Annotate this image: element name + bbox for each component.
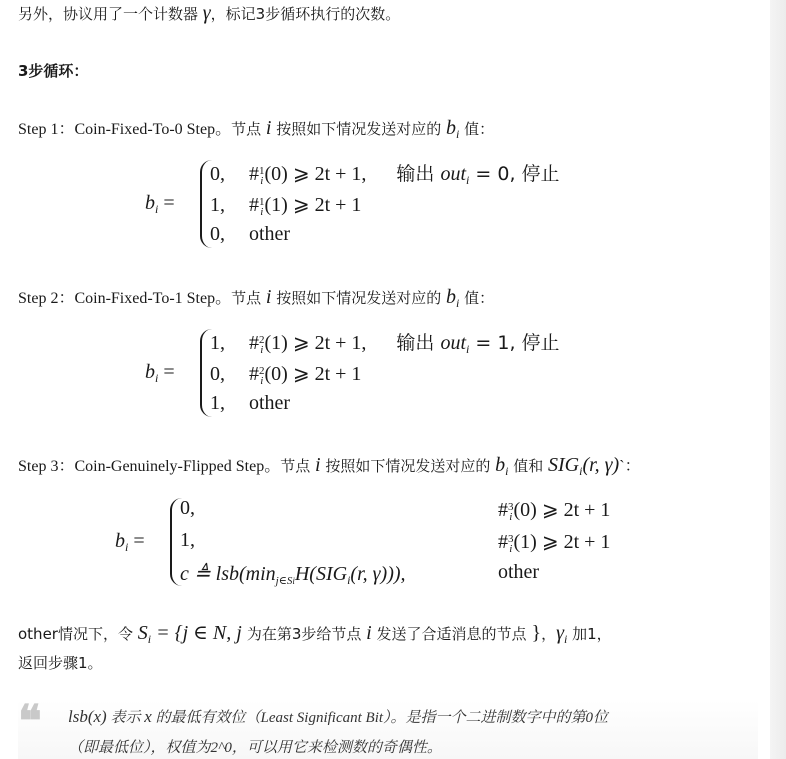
- other-paragraph: other情况下，令 $S_i = \{j$ ∈ N, j 为在第3步给节点 i 发送了合适消息的节点 }，$\gamma_i$ 加1，: [18, 622, 612, 646]
- step2-case-2: 0, #2 i(0) ⩾ 2t + 1: [210, 363, 362, 387]
- step2-case-3: 1, other: [210, 392, 291, 414]
- return-paragraph: 返回步骤1。: [18, 654, 103, 672]
- step1-lhs: $b_i$ =: [145, 192, 175, 216]
- quote-line-2: （即最低位），权值为2^0，可以用它来检测数的奇偶性。: [68, 740, 442, 756]
- step3-cond-1: #3 i(0) ⩾ 2t + 1: [498, 499, 611, 523]
- step1-case-1: 0, #1 i(0) ⩾ 2t + 1, 输出 out$_i$ = 0, 停止: [210, 163, 560, 187]
- step3-lhs: $b_i$ =: [115, 530, 145, 554]
- step3-case-1: 0,: [180, 497, 195, 519]
- quote-line-1: lsb(x) 表示 x 的最低有效位（Least Significant Bit）。是指一个二进制数字中的第0位: [68, 707, 609, 726]
- step1-case-2: 1, #1 i(1) ⩾ 2t + 1: [210, 194, 362, 218]
- step3-heading: Step 3：Coin-Genuinely-Flipped Step。节点 i 按照如下情况发送对应的 $b_i$ 值和 $SIG_i(r$, γ)`：: [18, 454, 641, 478]
- section-title: 3步循环：: [18, 62, 89, 80]
- quote-icon: ❝: [18, 696, 42, 747]
- step2-lhs: $b_i$ =: [145, 361, 175, 385]
- step2-heading: Step 2：Coin-Fixed-To-1 Step。节点 i 按照如下情况发送对应的 $b_i$ 值：: [18, 286, 495, 310]
- step2-case-1: 1, #2 i(1) ⩾ 2t + 1, 输出 out$_i$ = 1, 停止: [210, 332, 560, 356]
- step3-case-3: c ≜ $lsb(\min_{j\in Si}H(SIG_i(r$, γ))),: [180, 563, 406, 587]
- scrollbar-track[interactable]: [770, 0, 786, 759]
- step1-heading: Step 1：Coin-Fixed-To-0 Step。节点 i 按照如下情况发送对应的 $b_i$ 值：: [18, 117, 495, 141]
- step3-cond-3: other: [498, 561, 540, 583]
- intro-paragraph: 另外，协议用了一个计数器 γ，标记3步循环执行的次数。: [18, 2, 401, 24]
- step1-case-3: 0, other: [210, 223, 291, 245]
- step3-cond-2: #3 i(1) ⩾ 2t + 1: [498, 531, 611, 555]
- step3-case-2: 1,: [180, 529, 195, 551]
